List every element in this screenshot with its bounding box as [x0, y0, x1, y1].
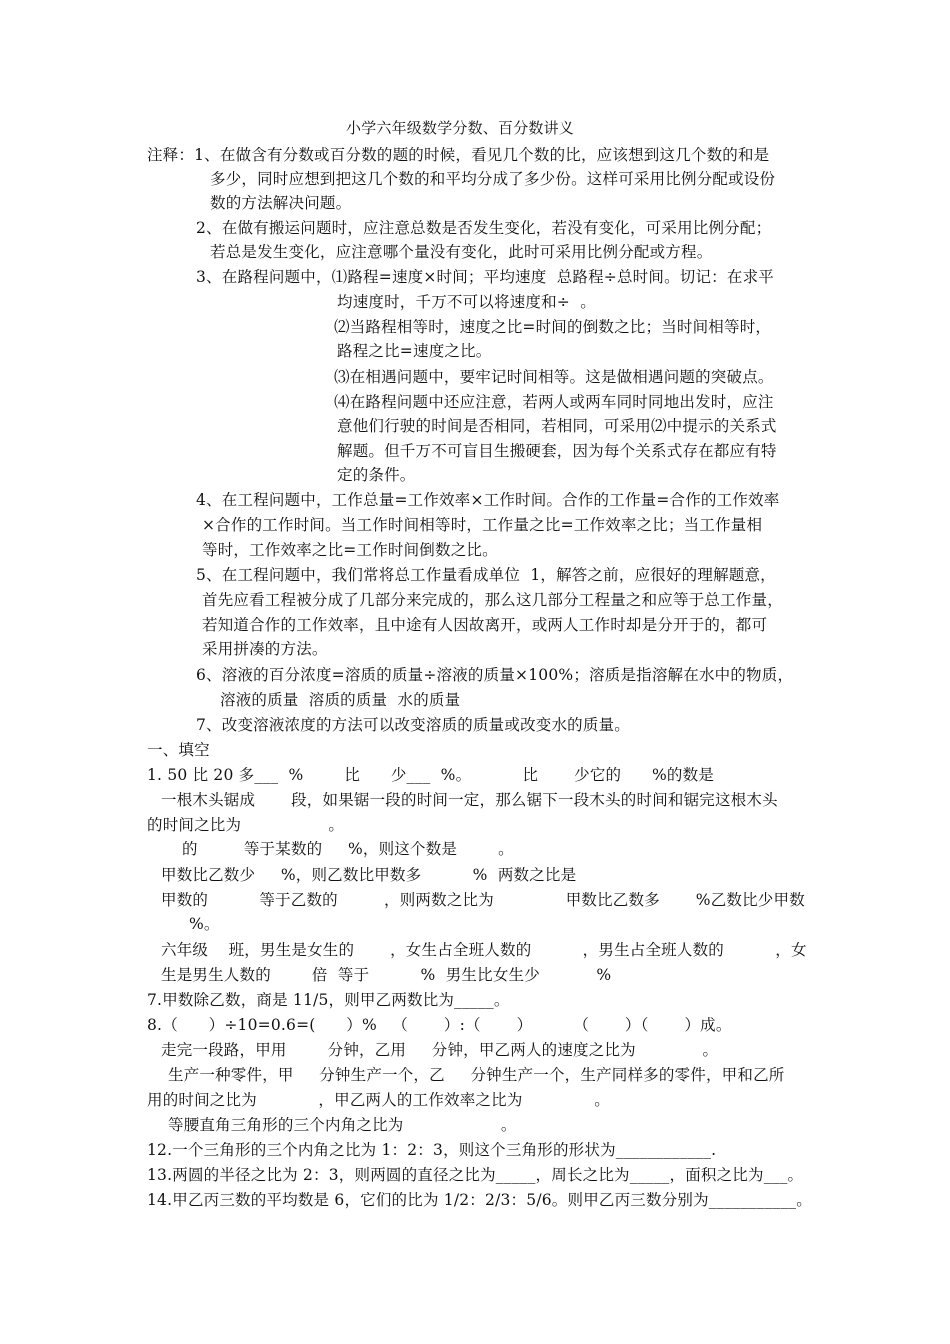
question-2-line-2: 的时间之比为 。 [147, 816, 345, 834]
question-9: 走完一段路，甲用 分钟，乙用 分钟，甲乙两人的速度之比为 。 [161, 1041, 719, 1059]
question-2-line-1: 一根木头锯成 段，如果锯一段的时间一定，那么锯下一段木头的时间和锯完这根木头 [161, 791, 778, 809]
question-14: 14.甲乙丙三数的平均数是 6，它们的比为 1/2：2/3：5/6。则甲乙丙三数分别为___________。 [147, 1191, 812, 1209]
note-6-line-1: 6、溶液的百分浓度=溶质的质量÷溶液的质量×100%；溶质是指溶解在水中的物质， [196, 666, 794, 684]
note-2-line-1: 2、在做有搬运问题时，应注意总数是否发生变化，若没有变化，可采用比例分配； [196, 219, 772, 237]
note-3-line-9: 定的条件。 [337, 466, 416, 484]
note-3-line-6: ⑷在路程问题中还应注意，若两人或两车同时同地出发时，应注 [334, 393, 774, 411]
note-3-line-7: 意他们行驶的时间是否相同，若相同，可采用⑵中提示的关系式 [337, 417, 777, 435]
question-11: 等腰直角三角形的三个内角之比为 。 [168, 1116, 517, 1134]
note-4-line-1: 4、在工程问题中，工作总量=工作效率×工作时间。合作的工作量=合作的工作效率 [196, 491, 780, 509]
note-3-line-4: 路程之比=速度之比。 [337, 342, 492, 360]
note-6-line-2: 溶液的质量 溶质的质量 水的质量 [220, 691, 461, 709]
page-title: 小学六年级数学分数、百分数讲义 [346, 119, 575, 137]
question-7: 7.甲数除乙数，商是 11/5，则甲乙两数比为_____。 [147, 991, 510, 1009]
question-3: 的 等于某数的 %，则这个数是 。 [182, 840, 514, 858]
question-4: 甲数比乙数少 %，则乙数比甲数多 % 两数之比是 [161, 866, 577, 884]
note-3-line-1: 3、在路程问题中，⑴路程=速度×时间；平均速度 总路程÷总时间。切记：在求平 [196, 268, 774, 286]
note-5-line-1: 5、在工程问题中，我们常将总工作量看成单位 1，解答之前，应很好的理解题意， [196, 566, 776, 584]
note-3-line-3: ⑵当路程相等时，速度之比=时间的倒数之比；当时间相等时， [334, 318, 772, 336]
note-5-line-2: 首先应看工程被分成了几部分来完成的，那么这几部分工程量之和应等于总工作量， [202, 591, 783, 609]
note-1-line-1: 注释：1、在做含有分数或百分数的题的时候，看见几个数的比，应该想到这几个数的和是 [147, 146, 770, 164]
note-3-line-5: ⑶在相遇问题中，要牢记时间相等。这是做相遇问题的突破点。 [334, 368, 774, 386]
question-12: 12.一个三角形的三个内角之比为 1：2：3，则这个三角形的形状为____________. [147, 1141, 717, 1159]
note-4-line-2: ×合作的工作时间。当工作时间相等时，工作量之比=工作效率之比；当工作量相 [202, 516, 763, 534]
note-5-line-3: 若知道合作的工作效率，且中途有人因故离开，或两人工作时却是分开于的，都可 [202, 616, 768, 634]
note-1-line-2: 多少，同时应想到把这几个数的和平均分成了多少份。这样可采用比例分配或设份 [210, 170, 776, 188]
note-4-line-3: 等时，工作效率之比=工作时间倒数之比。 [202, 541, 498, 559]
note-3-line-8: 解题。但千万不可盲目生搬硬套，因为每个关系式存在都应有特 [337, 442, 777, 460]
note-7-line-1: 7、改变溶液浓度的方法可以改变溶质的质量或改变水的质量。 [196, 716, 630, 734]
question-1: 1. 50 比 20 多___ % 比 少___ %。 比 少它的 %的数是 [147, 766, 715, 784]
question-6-line-2: 生是男生人数的 倍 等于 % 男生比女生少 % [161, 966, 612, 984]
note-2-line-2: 若总是发生变化，应注意哪个量没有变化，此时可采用比例分配或方程。 [210, 243, 713, 261]
section-heading: 一、填空 [147, 741, 210, 759]
question-6-line-1: 六年级 班，男生是女生的 ，女生占全班人数的 ，男生占全班人数的 ，女 [161, 941, 807, 959]
question-10-line-1: 生产一种零件，甲 分钟生产一个，乙 分钟生产一个，生产同样多的零件，甲和乙所 [168, 1066, 785, 1084]
question-8: 8.（ ）÷10=0.6=( ）% （ ）:（ ） （ ）（ ）成。 [147, 1016, 732, 1034]
note-3-line-2: 均速度时，千万不可以将速度和÷ 。 [337, 293, 596, 311]
question-5-line-1: 甲数的 等于乙数的 ，则两数之比为 甲数比乙数多 %乙数比少甲数 [161, 891, 805, 909]
note-1-line-3: 数的方法解决问题。 [210, 194, 352, 212]
question-10-line-2: 用的时间之比为 ，甲乙两人的工作效率之比为 。 [147, 1091, 611, 1109]
question-5-line-2: %。 [189, 915, 220, 933]
question-13: 13.两圆的半径之比为 2：3，则两圆的直径之比为_____，周长之比为_____，面积之比为___。 [147, 1166, 804, 1184]
note-5-line-4: 采用拼凑的方法。 [202, 640, 328, 658]
